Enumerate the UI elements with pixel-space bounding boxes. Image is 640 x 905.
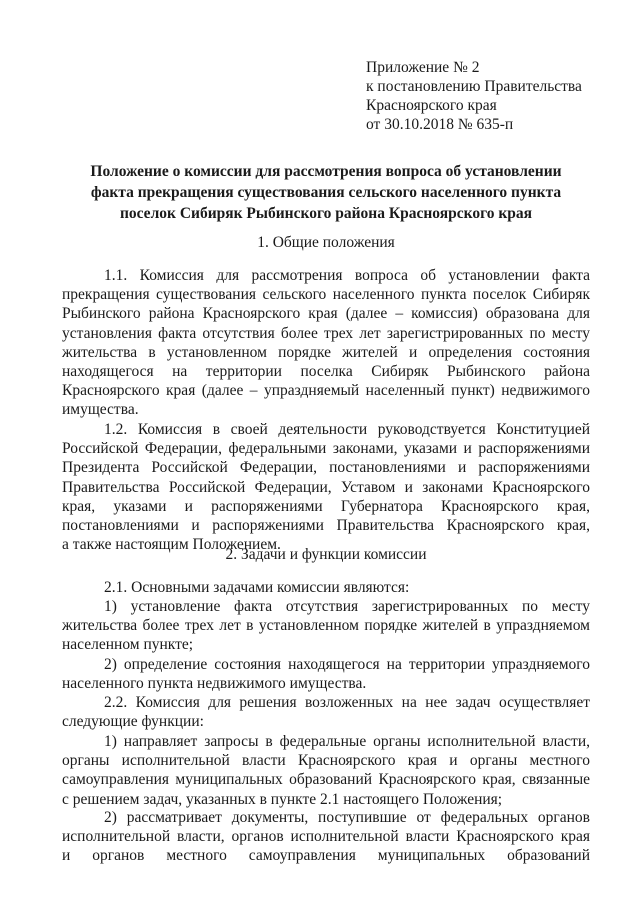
text-line: населенном пункте; [62,636,194,654]
text-line: Президента Российской Федерации, постановлениями и распоряжениями [62,459,590,477]
paragraph-2-1 [62,578,590,597]
title-line: факта прекращения существования сельского населенного пункта [90,184,562,201]
appendix-line: к постановлению Правительства [366,78,582,95]
text-line: с решением задач, указанных в пункте 2.1 настоящего Положения; [62,790,503,808]
appendix-line: Красноярского края [366,97,497,114]
text-line: 1) установление факта отсутствия зарегистрированных по месту [104,598,590,615]
text-line: и органов местного самоуправления муниципальных образований [62,847,590,865]
text-line: 2) определение состояния находящегося на территории упраздняемого [104,656,590,673]
paragraph-2-1-item-1 [62,597,590,655]
text-line: прекращения существования сельского населенного пункта поселок Сибиряк [62,286,590,304]
paragraph-1-2 [62,420,590,554]
text-line: исполнительной власти, органов исполнительной власти Красноярского края [62,828,590,846]
text-line: Правительства Российской Федерации, Уставом и законами Красноярского [62,478,590,496]
paragraph-2-2 [62,693,590,731]
text-line: органы исполнительной власти Красноярского края и органы местного [62,752,590,770]
text-line: установления факта отсутствия более трех лет зарегистрированных по месту [62,324,590,342]
document-title [62,161,590,224]
paragraph-2-1-item-2 [62,655,590,693]
text-line: следующие функции: [62,713,204,731]
appendix-line: от 30.10.2018 № 635-п [366,116,514,133]
text-line: края, указами и распоряжениями Губернатора Красноярского края, [62,497,590,515]
text-line: постановлениями и распоряжениями Правительства Красноярского края, [62,517,590,535]
text-line: находящегося на территории поселка Сибиряк Рыбинского района [62,363,590,381]
text-line: а также настоящим Положением. [62,536,281,554]
section-2-heading: 2. Задачи и функции комиссии [225,546,427,563]
title-line: Положение о комиссии для рассмотрения вопроса об установлении [90,163,562,180]
text-line: Рыбинского района Красноярского края (далее – комиссия) образована для [62,305,590,323]
paragraph-2-2-item-2 [62,808,590,866]
text-line: 2.2. Комиссия для решения возложенных на нее задач осуществляет [104,694,590,711]
title-line: поселок Сибиряк Рыбинского района Красноярского края [119,205,533,222]
text-line: Красноярского края (далее – упраздняемый населенный пункт) недвижимого [62,382,590,400]
appendix-header [366,58,626,134]
appendix-line: Приложение № 2 [366,59,480,76]
text-line: жительства более трех лет в установленном порядке жителей в упраздняемом [62,617,590,635]
text-line: 1) направляет запросы в федеральные органы исполнительной власти, [104,733,590,750]
text-line: самоуправления муниципальных образований Красноярского края, связанные [62,771,590,789]
section-1-heading: 1. Общие положения [257,234,395,251]
text-line: 1.1. Комиссия для рассмотрения вопроса об установлении факта [104,267,590,284]
text-line: 2) рассматривает документы, поступившие от федеральных органов [104,809,590,826]
text-line: жительства в установленном порядке жителей и определения состояния [62,343,590,361]
text-line: 1.2. Комиссия в своей деятельности руководствуется Конституцией [104,421,590,438]
paragraph-2-2-item-1 [62,732,590,809]
paragraph-1-1 [62,266,590,420]
text-line: 2.1. Основными задачами комиссии являются: [104,579,410,596]
text-line: населенного пункта недвижимого имущества. [62,675,367,693]
text-line: имущества. [62,401,139,419]
text-line: Российской Федерации, федеральными законами, указами и распоряжениями [62,440,590,458]
